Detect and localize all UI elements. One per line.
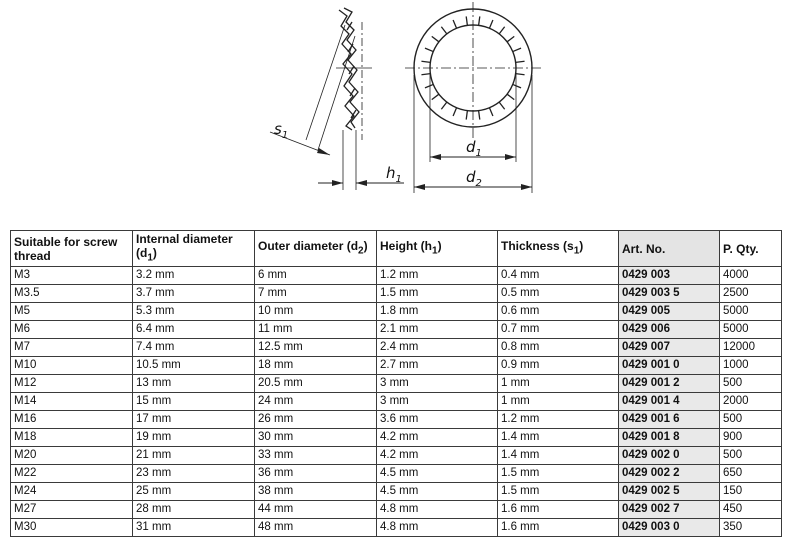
cell-thread: M5 — [11, 303, 133, 321]
cell-thickness: 0.5 mm — [498, 285, 619, 303]
serration-mark — [499, 102, 504, 109]
specification-table — [10, 230, 782, 537]
cell-thickness: 1 mm — [498, 393, 619, 411]
table-header-row — [11, 231, 782, 267]
cell-thread: M14 — [11, 393, 133, 411]
cell-thickness: 1 mm — [498, 375, 619, 393]
cell-height: 2.4 mm — [377, 339, 498, 357]
cell-outer-diameter: 26 mm — [255, 411, 377, 429]
cell-package-qty: 350 — [720, 519, 782, 537]
cell-height: 3.6 mm — [377, 411, 498, 429]
serration-mark — [453, 108, 456, 116]
serration-mark — [441, 102, 446, 109]
cell-thread: M3 — [11, 267, 133, 285]
cell-internal-diameter: 19 mm — [133, 429, 255, 447]
cell-outer-diameter: 38 mm — [255, 483, 377, 501]
cell-height: 4.2 mm — [377, 447, 498, 465]
cell-thread: M18 — [11, 429, 133, 447]
cell-height: 1.2 mm — [377, 267, 498, 285]
table-row — [11, 267, 782, 285]
cell-height: 1.5 mm — [377, 285, 498, 303]
cell-art-no: 0429 002 7 — [619, 501, 720, 519]
serration-mark — [479, 111, 480, 120]
cell-height: 3 mm — [377, 393, 498, 411]
cell-internal-diameter: 3.7 mm — [133, 285, 255, 303]
cell-art-no: 0429 001 8 — [619, 429, 720, 447]
table-row — [11, 375, 782, 393]
cell-package-qty: 500 — [720, 447, 782, 465]
table-row — [11, 303, 782, 321]
serration-mark — [441, 27, 446, 34]
cell-internal-diameter: 6.4 mm — [133, 321, 255, 339]
cell-thread: M7 — [11, 339, 133, 357]
cell-art-no: 0429 001 0 — [619, 357, 720, 375]
serration-mark — [507, 94, 514, 99]
cell-outer-diameter: 7 mm — [255, 285, 377, 303]
serration-mark — [432, 94, 439, 99]
header-thickness: Thickness $(s_1)$ — [498, 231, 619, 267]
cell-outer-diameter: 44 mm — [255, 501, 377, 519]
table-row — [11, 393, 782, 411]
serration-mark — [479, 16, 480, 25]
cell-package-qty: 1000 — [720, 357, 782, 375]
header-internal-diameter: Internal diameter $(d_1)$ — [133, 231, 255, 267]
cell-thickness: 1.6 mm — [498, 519, 619, 537]
cell-package-qty: 2000 — [720, 393, 782, 411]
serration-mark — [516, 61, 525, 62]
table-row — [11, 447, 782, 465]
cell-package-qty: 12000 — [720, 339, 782, 357]
header-height: Height $(h_1)$ — [377, 231, 498, 267]
cell-internal-diameter: 7.4 mm — [133, 339, 255, 357]
serration-mark — [489, 108, 492, 116]
serration-mark — [466, 16, 467, 25]
table-row — [11, 357, 782, 375]
serration-mark — [513, 48, 521, 51]
serration-mark — [421, 74, 430, 75]
cell-outer-diameter: 20.5 mm — [255, 375, 377, 393]
serration-mark — [453, 20, 456, 28]
cell-package-qty: 5000 — [720, 321, 782, 339]
serration-mark — [489, 20, 492, 28]
washer-front-view — [405, 2, 542, 193]
cell-thickness: 0.7 mm — [498, 321, 619, 339]
cell-thread: M3.5 — [11, 285, 133, 303]
cell-art-no: 0429 001 4 — [619, 393, 720, 411]
washer-technical-drawing — [0, 0, 790, 215]
table-row — [11, 483, 782, 501]
header-outer-diameter: Outer diameter $(d_2)$ — [255, 231, 377, 267]
cell-thickness: 0.6 mm — [498, 303, 619, 321]
cell-outer-diameter: 11 mm — [255, 321, 377, 339]
cell-package-qty: 450 — [720, 501, 782, 519]
cell-internal-diameter: 13 mm — [133, 375, 255, 393]
cell-art-no: 0429 002 2 — [619, 465, 720, 483]
header-package-qty: P. Qty. — [720, 231, 782, 267]
cell-thread: M16 — [11, 411, 133, 429]
cell-art-no: 0429 005 — [619, 303, 720, 321]
serration-mark — [516, 74, 525, 75]
cell-art-no: 0429 001 2 — [619, 375, 720, 393]
cell-height: 2.1 mm — [377, 321, 498, 339]
cell-art-no: 0429 007 — [619, 339, 720, 357]
cell-thread: M12 — [11, 375, 133, 393]
serration-mark — [432, 36, 439, 41]
cell-art-no: 0429 002 5 — [619, 483, 720, 501]
cell-internal-diameter: 3.2 mm — [133, 267, 255, 285]
cell-thread: M27 — [11, 501, 133, 519]
cell-thread: M24 — [11, 483, 133, 501]
cell-internal-diameter: 5.3 mm — [133, 303, 255, 321]
cell-thread: M22 — [11, 465, 133, 483]
cell-internal-diameter: 28 mm — [133, 501, 255, 519]
cell-outer-diameter: 24 mm — [255, 393, 377, 411]
cell-package-qty: 650 — [720, 465, 782, 483]
cell-outer-diameter: 30 mm — [255, 429, 377, 447]
cell-internal-diameter: 31 mm — [133, 519, 255, 537]
cell-internal-diameter: 25 mm — [133, 483, 255, 501]
cell-thickness: 1.4 mm — [498, 429, 619, 447]
cell-outer-diameter: 48 mm — [255, 519, 377, 537]
cell-thickness: 0.4 mm — [498, 267, 619, 285]
cell-package-qty: 500 — [720, 411, 782, 429]
cell-outer-diameter: 12.5 mm — [255, 339, 377, 357]
cell-art-no: 0429 003 0 — [619, 519, 720, 537]
h1-label: $h_1$ — [386, 164, 402, 185]
cell-art-no: 0429 002 0 — [619, 447, 720, 465]
cell-art-no: 0429 001 6 — [619, 411, 720, 429]
cell-art-no: 0429 006 — [619, 321, 720, 339]
cell-height: 4.8 mm — [377, 501, 498, 519]
d1-label: $d_1$ — [466, 138, 482, 159]
cell-internal-diameter: 23 mm — [133, 465, 255, 483]
washer-side-view — [270, 8, 404, 190]
cell-package-qty: 500 — [720, 375, 782, 393]
cell-outer-diameter: 33 mm — [255, 447, 377, 465]
cell-thickness: 1.5 mm — [498, 483, 619, 501]
cell-outer-diameter: 10 mm — [255, 303, 377, 321]
cell-outer-diameter: 6 mm — [255, 267, 377, 285]
cell-outer-diameter: 18 mm — [255, 357, 377, 375]
cell-height: 3 mm — [377, 375, 498, 393]
cell-height: 4.2 mm — [377, 429, 498, 447]
cell-internal-diameter: 10.5 mm — [133, 357, 255, 375]
cell-thread: M30 — [11, 519, 133, 537]
cell-art-no: 0429 003 5 — [619, 285, 720, 303]
cell-internal-diameter: 17 mm — [133, 411, 255, 429]
serration-mark — [513, 84, 521, 87]
cell-thickness: 1.2 mm — [498, 411, 619, 429]
s1-label: $s_1$ — [274, 120, 289, 141]
table-row — [11, 519, 782, 537]
serration-mark — [507, 36, 514, 41]
serration-mark — [499, 27, 504, 34]
cell-height: 1.8 mm — [377, 303, 498, 321]
cell-thickness: 0.9 mm — [498, 357, 619, 375]
cell-internal-diameter: 15 mm — [133, 393, 255, 411]
cell-height: 4.5 mm — [377, 465, 498, 483]
serration-mark — [466, 111, 467, 120]
table-row — [11, 465, 782, 483]
table-row — [11, 501, 782, 519]
cell-package-qty: 150 — [720, 483, 782, 501]
table-row — [11, 285, 782, 303]
cell-internal-diameter: 21 mm — [133, 447, 255, 465]
table-row — [11, 429, 782, 447]
table-row — [11, 339, 782, 357]
cell-thread: M20 — [11, 447, 133, 465]
cell-package-qty: 2500 — [720, 285, 782, 303]
cell-height: 4.5 mm — [377, 483, 498, 501]
header-art-no: Art. No. — [619, 231, 720, 267]
cell-thickness: 1.5 mm — [498, 465, 619, 483]
cell-thread: M6 — [11, 321, 133, 339]
serration-mark — [425, 84, 433, 87]
serration-mark — [425, 48, 433, 51]
cell-thickness: 1.4 mm — [498, 447, 619, 465]
cell-height: 4.8 mm — [377, 519, 498, 537]
table-body — [11, 267, 782, 537]
cell-package-qty: 900 — [720, 429, 782, 447]
table-row — [11, 321, 782, 339]
d2-label: $d_2$ — [466, 168, 482, 189]
cell-height: 2.7 mm — [377, 357, 498, 375]
table-row — [11, 411, 782, 429]
cell-thread: M10 — [11, 357, 133, 375]
serration-mark — [421, 61, 430, 62]
cell-thickness: 1.6 mm — [498, 501, 619, 519]
cell-art-no: 0429 003 — [619, 267, 720, 285]
header-thread: Suitable for screw thread — [11, 231, 133, 267]
cell-package-qty: 5000 — [720, 303, 782, 321]
cell-outer-diameter: 36 mm — [255, 465, 377, 483]
cell-package-qty: 4000 — [720, 267, 782, 285]
cell-thickness: 0.8 mm — [498, 339, 619, 357]
